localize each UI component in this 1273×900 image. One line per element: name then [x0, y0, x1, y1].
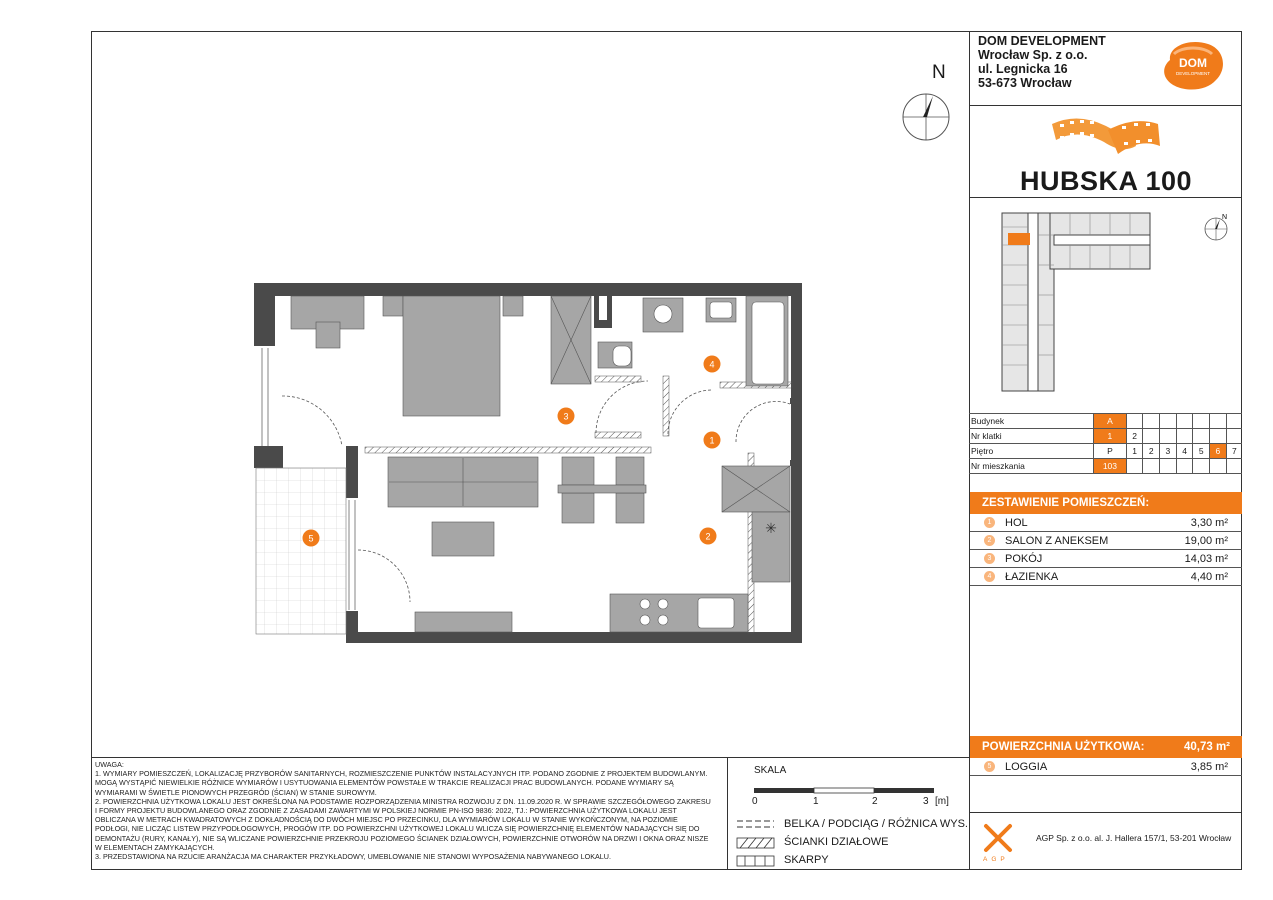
- scale-unit: [m]: [935, 796, 949, 807]
- mieszkanie-value: 103: [1094, 459, 1127, 474]
- agp-address: AGP Sp. z o.o. al. J. Hallera 157/1, 53-201 Wrocław: [1036, 833, 1232, 843]
- pietro-value: 2: [1143, 444, 1160, 459]
- divider: [969, 197, 1242, 198]
- table-row: [969, 429, 1242, 444]
- note-line: W ELEMENTACH ZAMYKAJĄCYCH.: [95, 842, 215, 852]
- pietro-label: Piętro: [969, 444, 1094, 459]
- scale-tick: 3: [923, 796, 929, 807]
- pietro-value: 1: [1126, 444, 1143, 459]
- room-label-5: 5: [308, 533, 314, 544]
- notes-title: UWAGA:: [95, 760, 124, 769]
- room-number-badge: 4: [984, 571, 995, 582]
- list-item: [970, 532, 1242, 550]
- room-label-2: 2: [705, 531, 711, 542]
- dashed-line-icon: [737, 821, 774, 827]
- room-number-badge: 3: [984, 553, 995, 564]
- company-line: 53-673 Wrocław: [978, 76, 1072, 90]
- note-line: PODŁOGI, NIE LICZĄC LISTEW PRZYPODŁOGOWYCH, PROGÓW ITP. DO POWIERZCHNI UŻYTKOWEJ LOKALU WLICZA SIĘ POWIERZCHNIĘ ELEMENTÓW NADAJĄCYCH SIĘ DO: [95, 824, 700, 834]
- pietro-value: 5: [1193, 444, 1210, 459]
- room-area: 3,30 m²: [1190, 516, 1228, 529]
- room-label-1: 1: [709, 435, 715, 446]
- divider: [727, 757, 728, 870]
- table-row: [969, 444, 1242, 459]
- loggia-row: [970, 758, 1242, 776]
- room-name: HOL: [1005, 516, 1028, 529]
- note-line: DEMONTAŻU (RURY, KANAŁY), NIE SĄ WLICZANE POWIERZCHNIE PRZEKROJU POZIOMEGO ŚCIANEK DZIAŁOWYCH, POWIERZCHNIE OTWORÓW NA DRZWI I OKNA ORAZ NISZE: [95, 833, 709, 843]
- agp-mark: AGP: [983, 856, 1009, 863]
- logo-text: DOM: [1179, 56, 1207, 70]
- usable-area-label: POWIERZCHNIA UŻYTKOWA:: [982, 741, 1145, 753]
- budynek-label: Budynek: [969, 414, 1094, 429]
- room-number-badge: 5: [984, 761, 995, 772]
- note-line: 3. PRZEDSTAWIONA NA RZUCIE ARANŻACJA MA CHARAKTER PRZYKŁADOWY, UMEBLOWANIE NIE STANOWI WYPOSAŻENIA NABYWANEGO LOKALU.: [95, 852, 611, 862]
- company-name: DOM DEVELOPMENT: [978, 34, 1106, 48]
- table-row: [969, 414, 1242, 429]
- loggia-floor: [256, 468, 346, 634]
- compass-small-icon: [1204, 212, 1230, 242]
- company-address: [978, 34, 1106, 90]
- budynek-value: A: [1094, 414, 1127, 429]
- table-row: [969, 459, 1242, 474]
- usable-area-bar: [970, 736, 1242, 758]
- scale-label: SKALA: [754, 765, 787, 776]
- list-item: [970, 568, 1242, 586]
- room-number-badge: 2: [984, 535, 995, 546]
- klatka-label: Nr klatki: [969, 429, 1094, 444]
- agp-logo: [983, 823, 1013, 853]
- pietro-value: 3: [1160, 444, 1177, 459]
- note-line: MOGĄ WYSTĄPIĆ NIEWIELKIE RÓŻNICE WYMIARÓW I USYTUOWANIA ELEMENTÓW POWSTAŁE W TRAKCIE REALIZACJI PRAC BUDOWLANYCH. PODANE WYMIARY SĄ: [95, 778, 674, 788]
- note-line: 1. WYMIARY POMIESZCZEŃ, LOKALIZACJĘ PRZYBORÓW SANITARNYCH, ROZMIESZCZENIE PUNKTÓW INSTALACYJNYCH ITP. PODANO ZGODNIE Z PROJEKTEM BUDOWLANYM.: [95, 769, 708, 779]
- pietro-value-selected: 6: [1210, 444, 1227, 459]
- compass-small-label: N: [1222, 214, 1228, 221]
- legend-icons: [736, 818, 776, 870]
- dom-development-logo: [1160, 40, 1226, 92]
- pietro-value: 7: [1226, 444, 1242, 459]
- compass-icon: [902, 93, 950, 141]
- compass-north-label: N: [932, 62, 946, 83]
- rooms-header: ZESTAWIENIE POMIESZCZEŃ:: [970, 492, 1242, 514]
- mieszkanie-label: Nr mieszkania: [969, 459, 1094, 474]
- apartment-info-table: [969, 413, 1242, 474]
- note-line: OBLICZANA W METRACH KWADRATOWYCH Z DOKŁADNOŚCIĄ DO DWÓCH MIEJSC PO PRZECINKU, DLA WYMIARÓW LOKALU W STANIE WYKOŃCZONYM, NA POZIOMIE: [95, 815, 678, 825]
- legend-slope-label: SKARPY: [784, 854, 829, 866]
- company-line: Wrocław Sp. z o.o.: [978, 48, 1088, 62]
- furniture: [291, 296, 790, 632]
- room-area: 4,40 m²: [1190, 570, 1228, 583]
- project-title: HUBSKA 100: [1019, 166, 1193, 196]
- film-strip-icon: [1048, 110, 1164, 162]
- ticked-box-icon: [737, 856, 774, 866]
- pietro-value: P: [1094, 444, 1127, 459]
- legend-beam-label: BELKA / PODCIĄG / RÓŻNICA WYS.: [784, 818, 968, 830]
- pietro-value: 4: [1176, 444, 1193, 459]
- note-line: I FORMY PROJEKTU BUDOWLANEGO ORAZ ZGODNIE Z ZASADAMI ZAWARTYMI W POLSKIEJ NORMIE PN-ISO 9836: 2022, TJ.: POWIERZCHNIA UŻYTKOWA LOKALU JEST: [95, 806, 677, 816]
- room-label-3: 3: [563, 411, 569, 422]
- room-label-4: 4: [709, 359, 715, 370]
- list-item: [970, 514, 1242, 532]
- highlighted-apartment: [1008, 233, 1030, 245]
- note-line: WYMIARAMI W ŚWIETLE PIONOWYCH PRZEGRÓD (ŚCIAN) W STANIE SUROWYM.: [95, 787, 377, 797]
- asterisk-icon: ✳: [765, 520, 777, 536]
- klatka-value: 2: [1126, 429, 1143, 444]
- rooms-list: [970, 514, 1242, 586]
- scale-tick: 2: [872, 796, 878, 807]
- room-area: 3,85 m²: [1190, 760, 1228, 773]
- scale-tick: 0: [752, 796, 758, 807]
- room-area: 19,00 m²: [1184, 534, 1228, 547]
- room-area: 14,03 m²: [1184, 552, 1228, 565]
- room-name: SALON Z ANEKSEM: [1005, 534, 1109, 547]
- legend-partition-label: ŚCIANKI DZIAŁOWE: [784, 836, 889, 848]
- usable-area-value: 40,73 m²: [1183, 741, 1230, 753]
- room-name: POKÓJ: [1005, 552, 1043, 565]
- building-key-plan: [998, 205, 1158, 395]
- scale-bar: [752, 786, 936, 796]
- floor-plan: [250, 280, 810, 650]
- company-line: ul. Legnicka 16: [978, 62, 1068, 76]
- divider: [969, 105, 1242, 106]
- logo-subtext: DEVELOPMENT: [1175, 71, 1211, 76]
- klatka-value: 1: [1094, 429, 1127, 444]
- room-name: ŁAZIENKA: [1005, 570, 1059, 583]
- notes: [95, 760, 725, 861]
- scale-tick: 1: [813, 796, 819, 807]
- list-item: [970, 550, 1242, 568]
- room-number-badge: 1: [984, 517, 995, 528]
- divider: [969, 812, 1242, 813]
- note-line: 2. POWIERZCHNIA UŻYTKOWA LOKALU JEST OKREŚLONA NA PODSTAWIE ROZPORZĄDZENIA MINISTRA ROZWOJU Z DN. 11.09.2020 R. W SPRAWIE SZCZEGÓŁOWEGO ZAKRESU: [95, 796, 711, 806]
- hatched-box-icon: [737, 838, 774, 848]
- room-name: LOGGIA: [1005, 760, 1048, 773]
